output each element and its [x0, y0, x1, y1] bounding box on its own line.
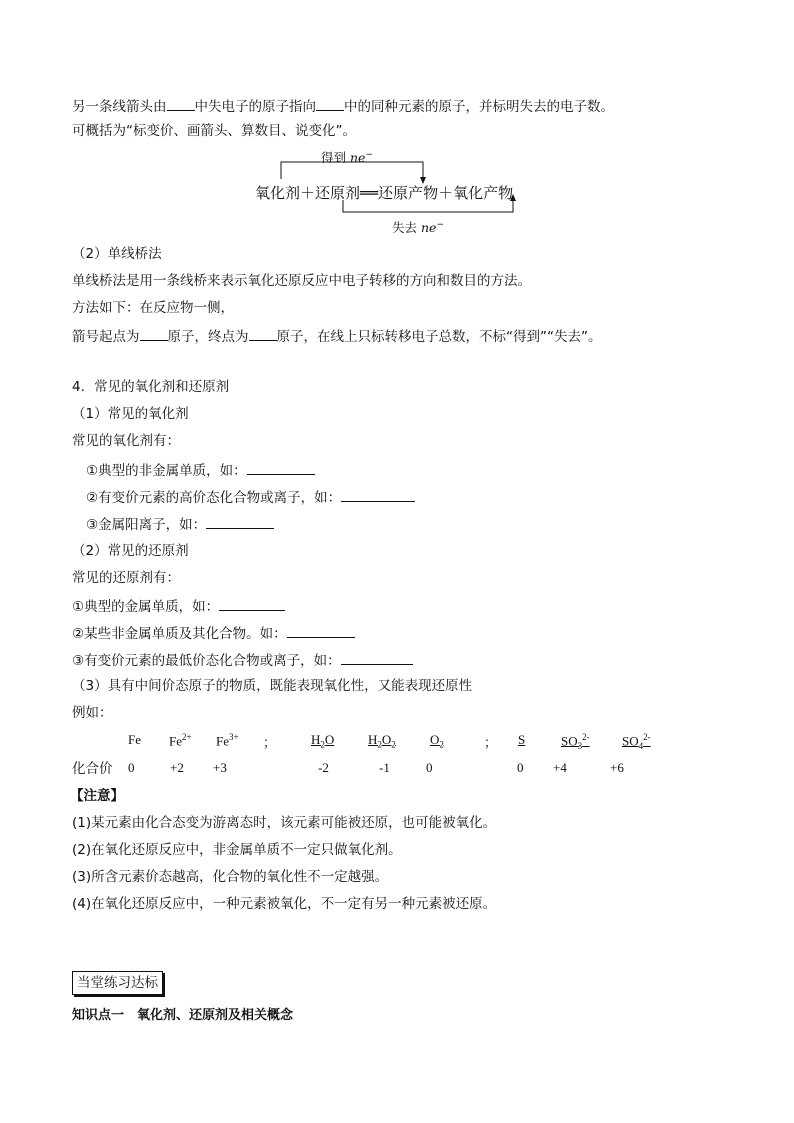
- valence-value: -1: [379, 760, 390, 775]
- reductant-item-1: [72, 596, 285, 616]
- lose-sup: −: [436, 219, 444, 230]
- formula-sub: 2: [320, 739, 325, 750]
- fill-blank[interactable]: [206, 514, 274, 529]
- intro-text: 中失电子的原子指向: [194, 99, 316, 115]
- formula-fe: Fe: [128, 732, 141, 747]
- valence-value: 0: [517, 760, 524, 775]
- rule-text: 箭号起点为: [72, 329, 140, 345]
- valence-value: +6: [610, 760, 624, 775]
- formula-o2: [430, 732, 444, 750]
- redox-equation: 氧化剂＋还原剂══还原产物＋氧化产物: [255, 184, 514, 202]
- formula-sub: 4: [638, 740, 644, 751]
- oxidant-item-1: [86, 460, 315, 480]
- single-bridge-heading: （2）单线桥法: [72, 246, 162, 262]
- lose-label-text: 失去: [392, 220, 418, 235]
- fill-blank[interactable]: [219, 596, 285, 611]
- lose-electrons-label: [392, 218, 444, 236]
- oxidants-lead: 常见的氧化剂有：: [72, 433, 180, 449]
- rule-text: 原子，在线上只标转移电子总数，不标“得到”“失去”。: [276, 329, 602, 345]
- gain-sup: −: [365, 149, 373, 160]
- formula-sub: 2: [391, 739, 396, 750]
- single-bridge-rule: [72, 326, 601, 346]
- item-text: ③有变价元素的最低价态化合物或离子，如：: [72, 653, 341, 669]
- reductants-heading: （2）常见的还原剂: [72, 543, 189, 559]
- intro-line-1: [72, 96, 614, 116]
- formula-charge: 2-: [582, 732, 590, 742]
- note-item-1: (1)某元素由化合态变为游离态时，该元素可能被还原，也可能被氧化。: [72, 815, 497, 831]
- oxidants-heading: （1）常见的氧化剂: [72, 406, 189, 422]
- formula-sub: 3: [577, 740, 583, 751]
- fill-blank[interactable]: [140, 326, 168, 341]
- formula-part: H: [311, 732, 321, 747]
- rule-text: 原子，终点为: [167, 329, 249, 345]
- intro-line-2: 可概括为“标变价、画箭头、算数目、说变化”。: [72, 123, 356, 139]
- oxidant-item-3: [86, 514, 274, 534]
- valence-value: +2: [170, 760, 184, 775]
- formula-charge: 2+: [182, 732, 192, 742]
- valence-value: +4: [553, 760, 567, 775]
- formula-h2o2: [368, 732, 396, 750]
- note-item-3: (3)所含元素价态越高，化合物的氧化性不一定越强。: [72, 869, 389, 885]
- formula-base: Fe: [169, 733, 182, 749]
- fill-blank[interactable]: [316, 96, 344, 111]
- formula-sub: 2: [439, 739, 444, 750]
- reductants-lead: 常见的还原剂有：: [72, 570, 180, 586]
- valence-label: 化合价: [72, 761, 113, 777]
- formula-part: SO: [622, 733, 639, 749]
- formula-charge: 2-: [643, 732, 651, 742]
- section-4-title: 4．常见的氧化剂和还原剂: [72, 379, 230, 395]
- item-text: ①典型的非金属单质，如：: [86, 463, 247, 479]
- separator: ；: [484, 735, 498, 750]
- formula-part: H: [368, 732, 378, 747]
- fill-blank[interactable]: [247, 460, 315, 475]
- valence-value: 0: [426, 760, 433, 775]
- double-bridge-diagram: [255, 148, 555, 238]
- formula-so3: [561, 732, 590, 751]
- formula-base: Fe: [216, 733, 229, 749]
- formula-charge: 3+: [229, 732, 239, 742]
- single-bridge-method: 方法如下：在反应物一侧，: [72, 300, 234, 316]
- oxidant-item-2: [86, 487, 415, 507]
- formula-part: O: [324, 732, 335, 747]
- fill-blank[interactable]: [341, 487, 415, 502]
- fill-blank[interactable]: [167, 96, 195, 111]
- formula-s: S: [518, 732, 526, 747]
- reductant-item-2: [72, 623, 355, 643]
- note-item-2: (2)在氧化还原反应中，非金属单质不一定只做氧化剂。: [72, 842, 402, 858]
- knowledge-point-title: 知识点一 氧化剂、还原剂及相关概念: [72, 1008, 294, 1023]
- fill-blank[interactable]: [341, 650, 413, 665]
- gain-electrons-label: [321, 148, 373, 166]
- fill-blank[interactable]: [287, 623, 355, 638]
- formula-h2o: [311, 732, 334, 750]
- formula-so4: [622, 732, 651, 751]
- item-text: ②某些非金属单质及其化合物。如：: [72, 626, 287, 642]
- intro-text: 另一条线箭头由: [72, 99, 167, 115]
- gain-var: ne: [350, 150, 366, 165]
- item-text: ③金属阳离子，如：: [86, 517, 207, 533]
- reductant-item-3: [72, 650, 413, 670]
- valence-value: 0: [128, 760, 135, 775]
- notes-heading: 【注意】: [70, 788, 124, 804]
- item-text: ①典型的金属单质，如：: [72, 599, 220, 615]
- valence-value: +3: [213, 760, 227, 775]
- fill-blank[interactable]: [249, 326, 277, 341]
- formula-part: SO: [561, 733, 578, 749]
- lose-var: ne: [421, 220, 437, 235]
- example-label: 例如：: [72, 705, 113, 721]
- formula-part: O: [430, 732, 440, 747]
- note-item-4: (4)在氧化还原反应中，一种元素被氧化，不一定有另一种元素被还原。: [72, 896, 497, 912]
- single-bridge-desc: 单线桥法是用一条线桥来表示氧化还原反应中电子转移的方向和数目的方法。: [72, 273, 531, 289]
- separator: ；: [263, 735, 277, 750]
- gain-label-text: 得到: [321, 150, 347, 165]
- formula-sub: 2: [377, 739, 382, 750]
- intro-text: 中的同种元素的原子，并标明失去的电子数。: [344, 99, 614, 115]
- formula-part: O: [381, 732, 392, 747]
- formula-fe2: [169, 732, 192, 749]
- formula-fe3: [216, 732, 239, 749]
- practice-section-box: 当堂练习达标: [72, 971, 163, 995]
- valence-value: -2: [318, 760, 329, 775]
- intermediate-heading: （3）具有中间价态原子的物质，既能表现氧化性，又能表现还原性: [72, 678, 473, 694]
- item-text: ②有变价元素的高价态化合物或离子，如：: [86, 490, 342, 506]
